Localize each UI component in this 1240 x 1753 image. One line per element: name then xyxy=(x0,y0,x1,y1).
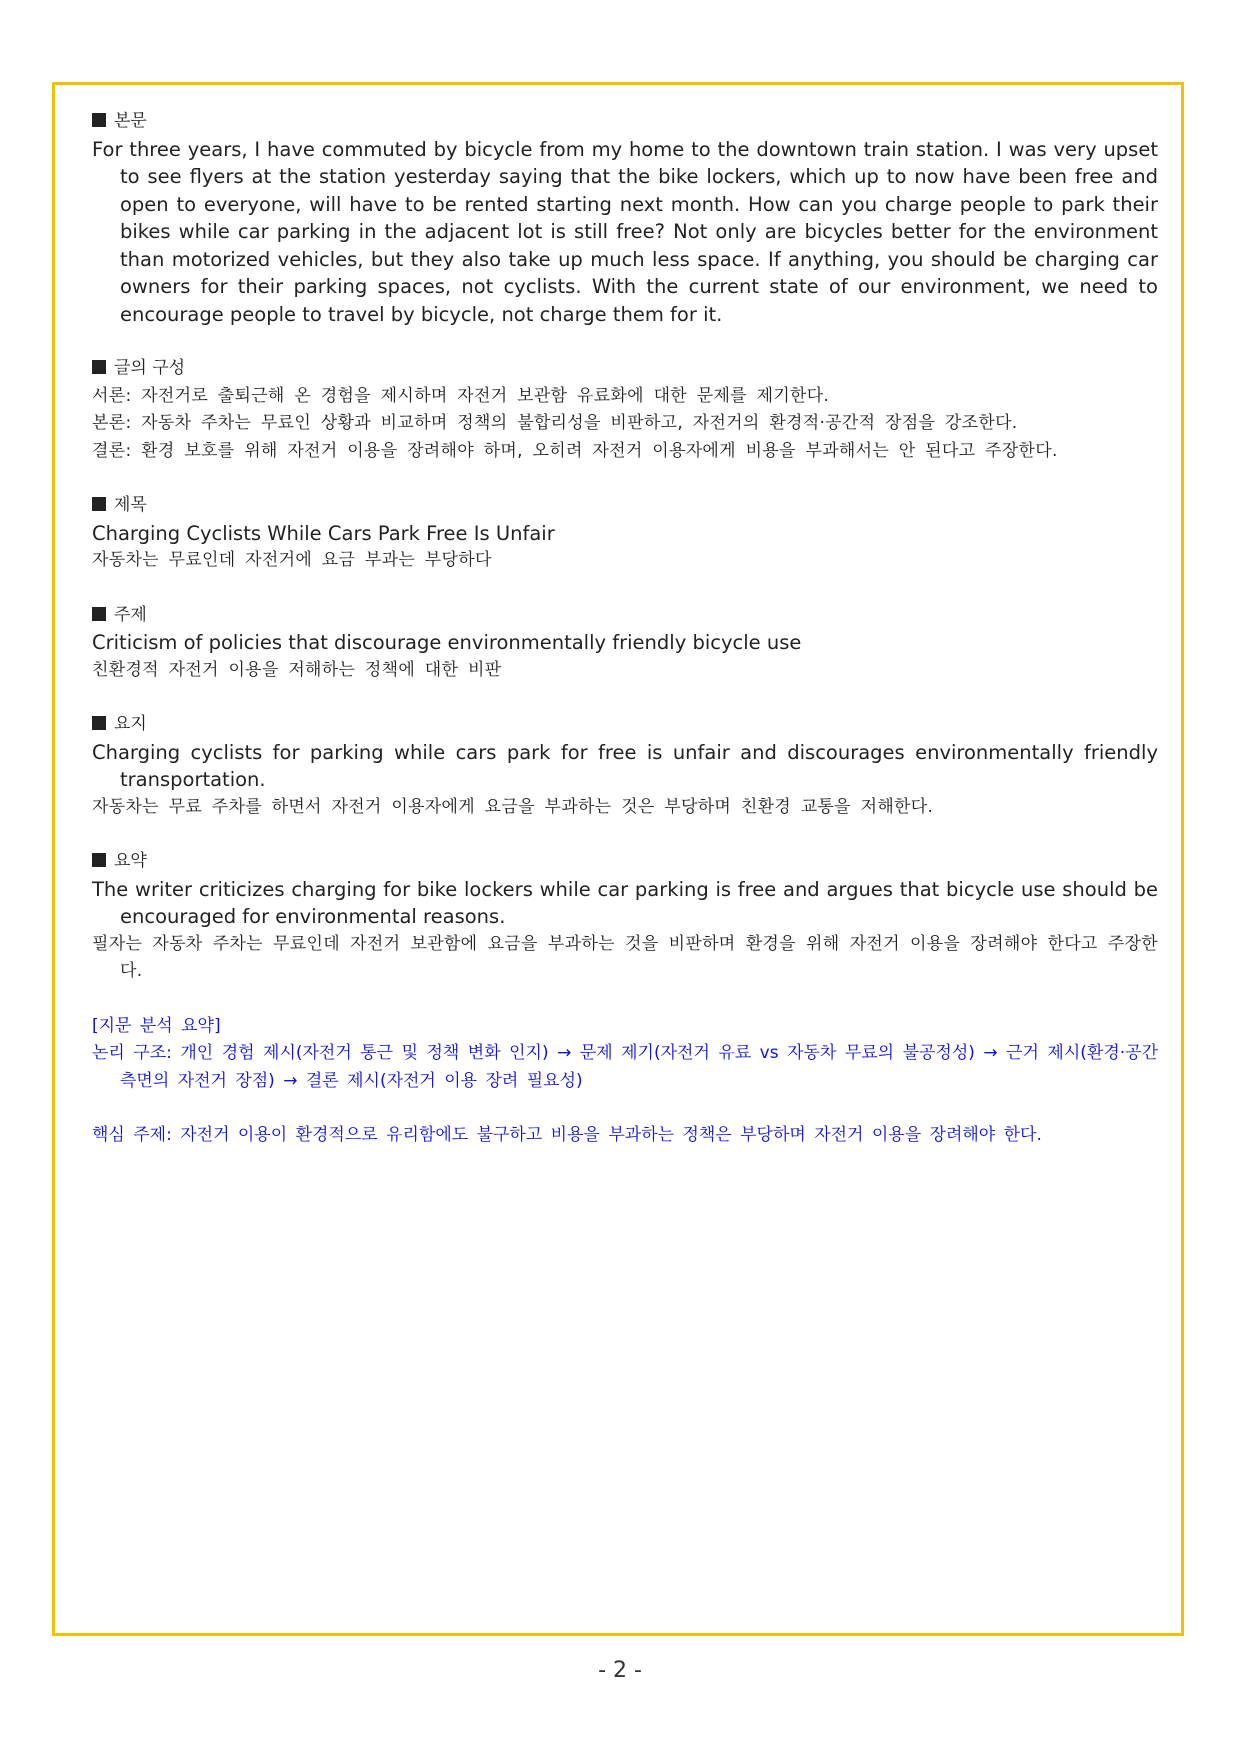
summary-korean: 필자는 자동차 주차는 무료인데 자전거 보관함에 요금을 부과하는 것을 비판하며 환경을 위해 자전거 이용을 장려해야 한다고 주장한다. xyxy=(92,933,1158,981)
square-bullet-icon xyxy=(92,853,106,867)
section-heading xyxy=(92,355,1158,383)
structure-conclusion: 결론: 환경 보호를 위해 자전거 이용을 장려해야 하며, 오히려 자전거 이용자에게 비용을 부과해서는 안 된다고 주장한다. xyxy=(92,440,1058,461)
section-heading-label: 글의 구성 xyxy=(114,358,186,378)
section-heading xyxy=(92,108,1158,136)
square-bullet-icon xyxy=(92,497,106,511)
square-bullet-icon xyxy=(92,113,106,127)
title-english: Charging Cyclists While Cars Park Free Is Unfair xyxy=(92,521,555,545)
title-korean: 자동차는 무료인데 자전거에 요금 부과는 부당하다 xyxy=(92,550,492,570)
gist-korean: 자동차는 무료 주차를 하면서 자전거 이용자에게 요금을 부과하는 것은 부당하며 친환경 교통을 저해한다. xyxy=(92,796,934,817)
body-section xyxy=(92,108,1158,328)
section-heading-label: 주제 xyxy=(114,604,147,625)
section-heading xyxy=(92,711,1158,739)
structure-section xyxy=(92,355,1158,465)
analysis-logic: 논리 구조: 개인 경험 제시(자전거 통근 및 정책 변화 인지) → 문제 제기(자전거 유료 vs 자동차 무료의 불공정성) → 근거 제시(환경·공간 측면의 자전거 장점) → 결론 제시(자전거 이용 장려 필요성) xyxy=(92,1043,1158,1091)
structure-intro: 서론: 자전거로 출퇴근해 온 경험을 제시하며 자전거 보관함 유료화에 대한 문제를 제기한다. xyxy=(92,385,830,406)
section-heading xyxy=(92,602,1158,630)
gist-english: Charging cyclists for parking while cars park for free is unfair and discourages environmentally friendly transportation. xyxy=(92,740,1158,791)
section-heading-label: 본문 xyxy=(114,111,147,131)
square-bullet-icon xyxy=(92,716,106,730)
analysis-heading: [지문 분석 요약] xyxy=(92,1015,221,1036)
passage-text: For three years, I have commuted by bicycle from my home to the downtown train station. I was very upset to see flyers at the station yesterday saying that the bike lockers, which up to now have been free and open to everyone, will have to be rented starting next month. How can you charge people to park their bikes while car parking in the adjacent lot is still free? Not only are bicycles better for the environment than motorized vehicles, but they also take up much less space. If anything, you should be charging car owners for their parking spaces, not cyclists. With the current state of our environment, we need to encourage people to travel by bicycle, not charge them for it. xyxy=(92,137,1158,326)
analysis-core: 핵심 주제: 자전거 이용이 환경적으로 유리함에도 불구하고 비용을 부과하는 정책은 부당하며 자전거 이용을 장려해야 한다. xyxy=(92,1125,1042,1145)
document-content xyxy=(92,108,1158,1177)
section-heading-label: 요지 xyxy=(114,714,147,734)
square-bullet-icon xyxy=(92,607,106,621)
summary-section xyxy=(92,848,1158,986)
topic-korean: 친환경적 자전거 이용을 저해하는 정책에 대한 비판 xyxy=(92,659,502,680)
summary-english: The writer criticizes charging for bike lockers while car parking is free and argues that bicycle use should be encouraged for environmental reasons. xyxy=(92,877,1158,928)
page-number: - 2 - xyxy=(598,1658,642,1683)
square-bullet-icon xyxy=(92,360,106,374)
structure-body: 본론: 자동차 주차는 무료인 상황과 비교하며 정책의 불합리성을 비판하고, 자전거의 환경적·공간적 장점을 강조한다. xyxy=(92,413,1018,433)
section-heading-label: 요약 xyxy=(114,851,147,871)
analysis-section xyxy=(92,1013,1158,1150)
gist-section xyxy=(92,711,1158,821)
topic-section xyxy=(92,602,1158,685)
section-heading-label: 제목 xyxy=(114,495,147,515)
section-heading xyxy=(92,848,1158,876)
section-heading xyxy=(92,492,1158,520)
topic-english: Criticism of policies that discourage environmentally friendly bicycle use xyxy=(92,631,802,654)
title-section xyxy=(92,492,1158,575)
